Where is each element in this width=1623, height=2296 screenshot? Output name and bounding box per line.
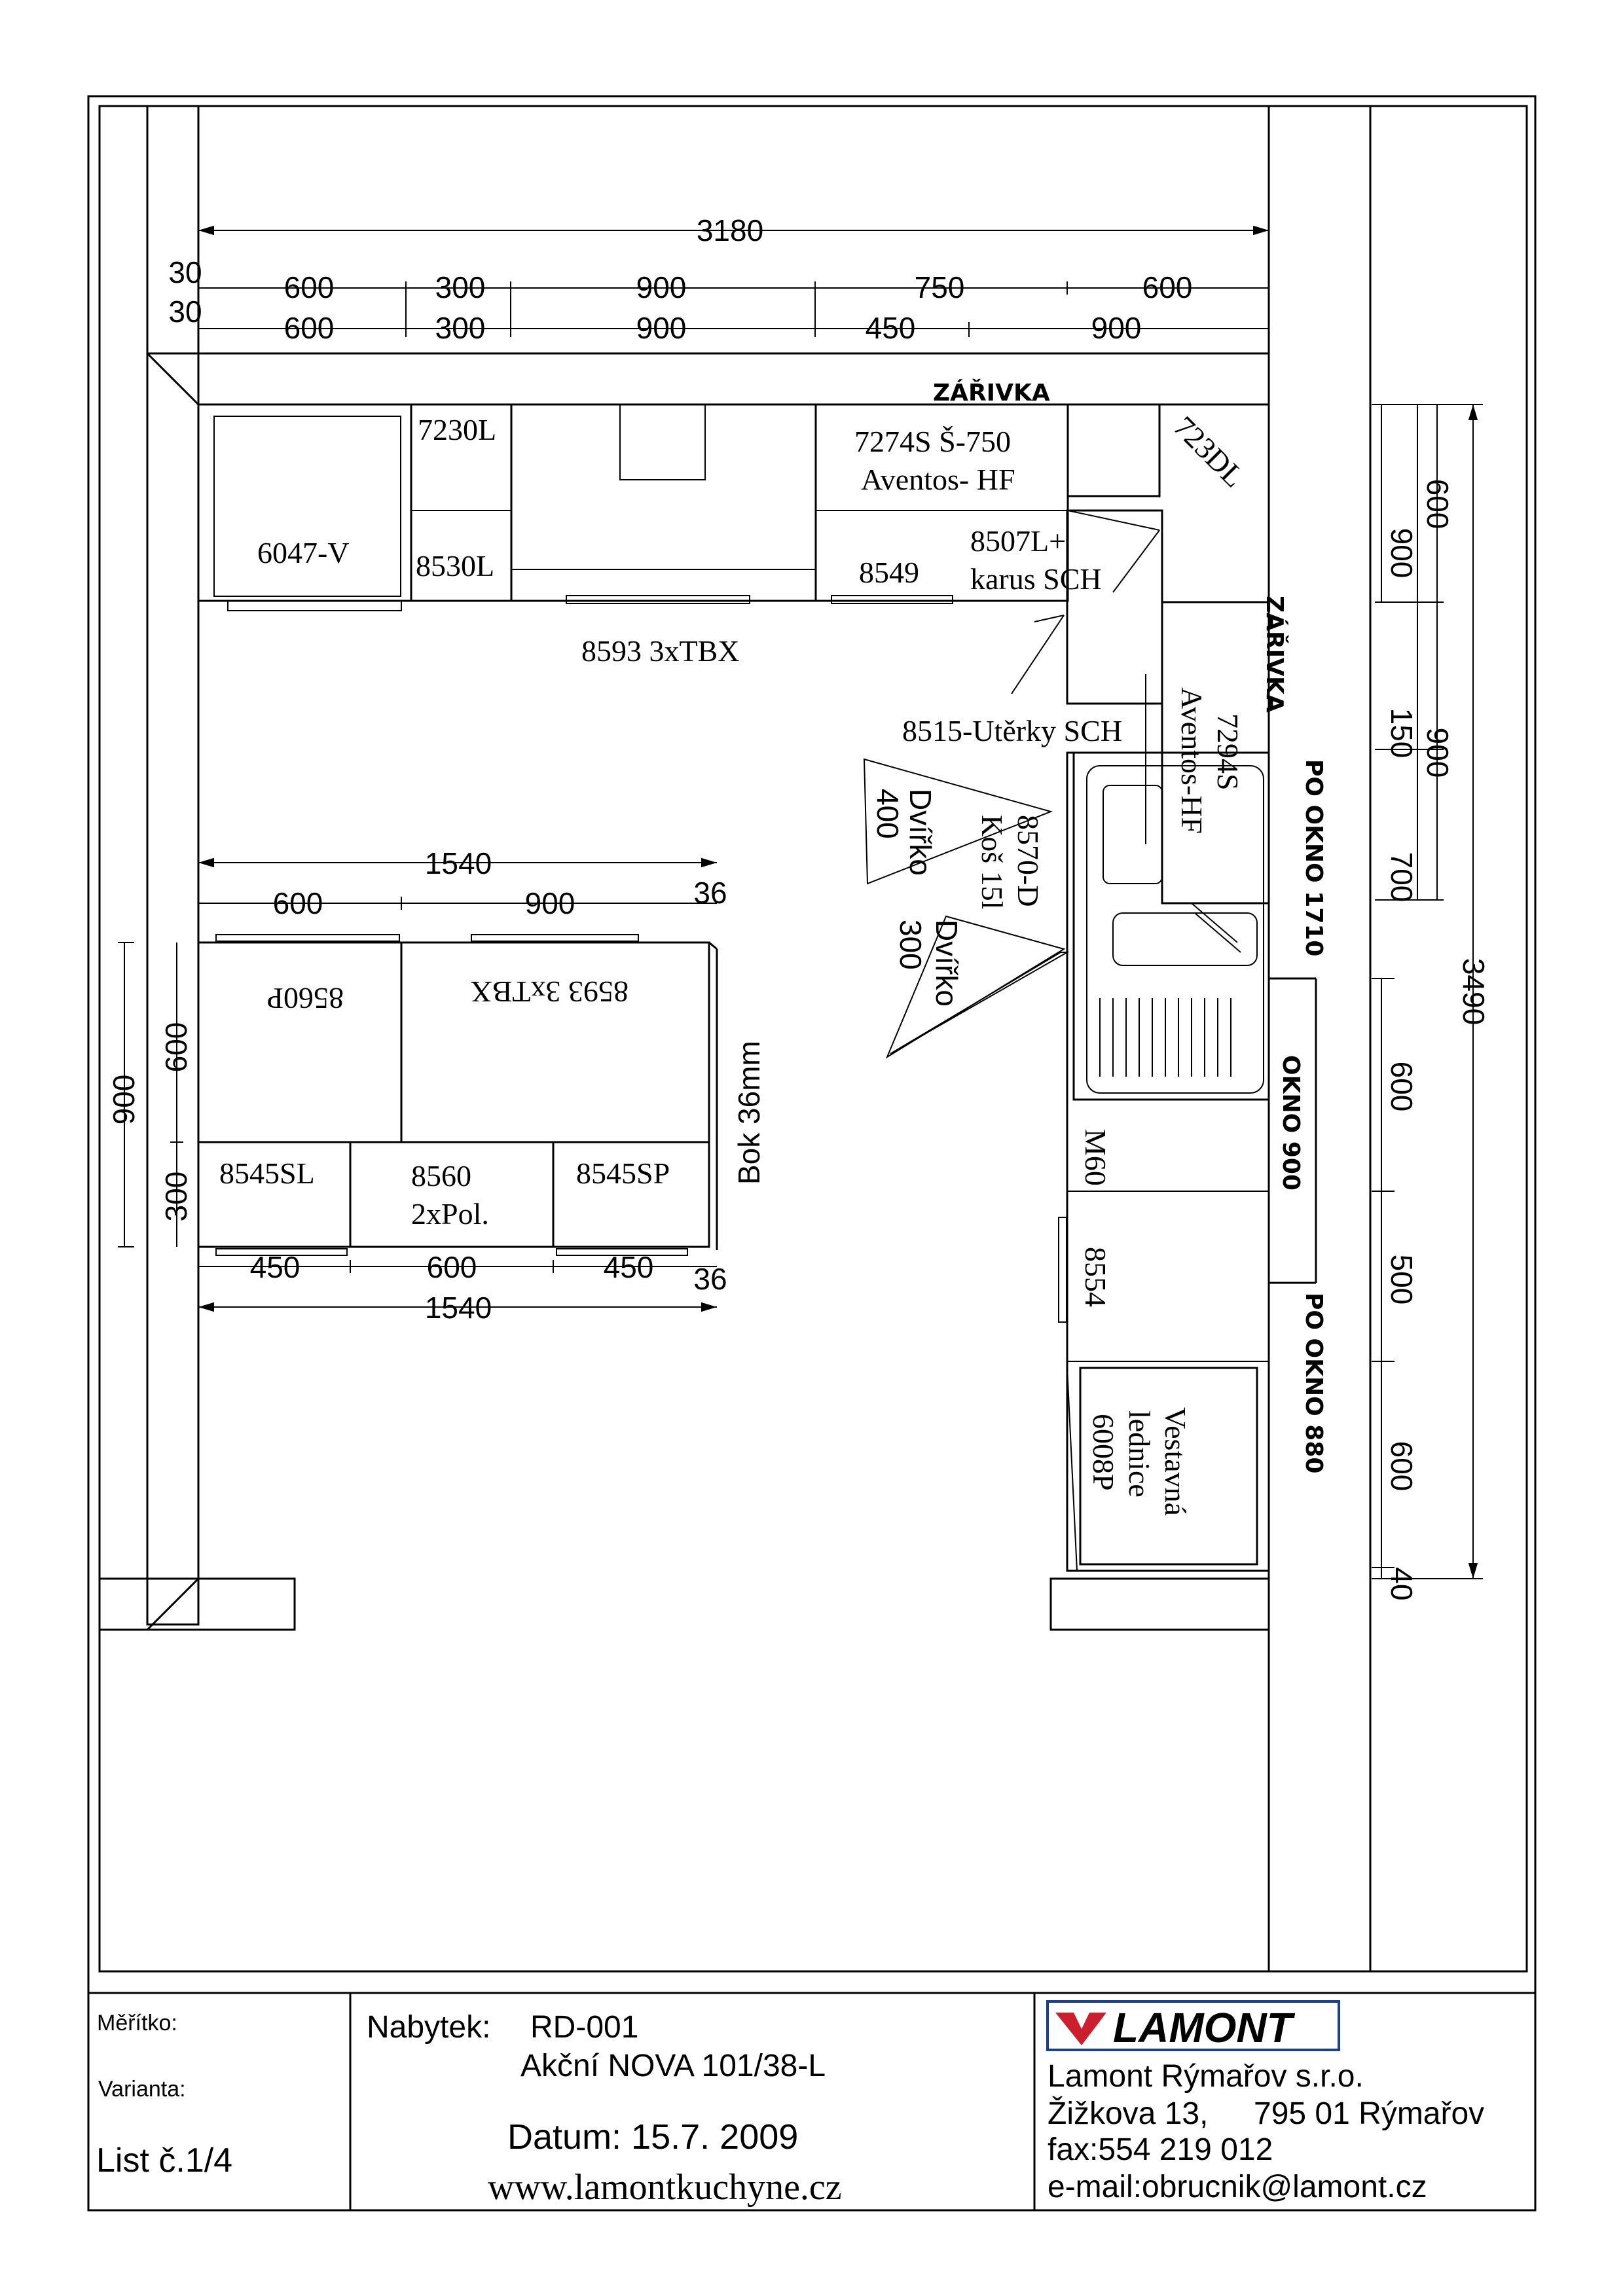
dim-row1-1: 300	[435, 270, 486, 304]
dim-island-bottom-b: 600	[426, 1250, 477, 1284]
label-8530: 8530L	[416, 549, 495, 583]
label-8549: 8549	[859, 556, 919, 589]
label-d300: 300	[894, 920, 928, 970]
dim-overall: 3180	[696, 213, 764, 247]
dim-island-bottom-a: 450	[249, 1250, 301, 1284]
label-8560p: 8560P	[266, 982, 344, 1015]
title-akcni: Akční NOVA 101/38-L	[520, 2049, 826, 2083]
label-723dl: 723DL	[1167, 410, 1252, 494]
title-nabytek-label: Nabytek:	[367, 2010, 491, 2045]
title-fax: fax:554 219 012	[1048, 2132, 1273, 2167]
label-zarivka-right: ZÁŘIVKA	[1261, 596, 1288, 713]
dim-island-left-a: 600	[159, 1022, 193, 1073]
label-7294: 7294S	[1211, 713, 1245, 791]
label-8593-top: 8593 3xTBX	[581, 634, 740, 668]
label-8554: 8554	[1079, 1247, 1112, 1307]
dim-right-c: 150	[1385, 708, 1419, 759]
label-8570: 8570-D	[1012, 815, 1045, 907]
inner-frame	[100, 106, 1527, 1971]
label-fridge-3: 6008P	[1087, 1414, 1120, 1491]
dim-row2-3: 450	[865, 311, 916, 345]
dim-island-top-b: 900	[524, 886, 575, 920]
dim-island-bottom-side: 36	[693, 1262, 727, 1296]
dim-island-top-total: 1540	[424, 846, 492, 880]
label-8515: 8515-Utěrky SCH	[902, 714, 1123, 747]
dim-right-i: 600	[1385, 1441, 1419, 1492]
dim-right-h: 500	[1385, 1254, 1419, 1305]
label-6047: 6047-V	[257, 536, 350, 569]
label-8593-island: 8593 3xTBX	[470, 975, 629, 1009]
title-web: www.lamontkuchyne.cz	[488, 2167, 842, 2208]
label-kos: Koš 15l	[976, 815, 1009, 910]
dim-island-left-b: 300	[159, 1171, 193, 1222]
title-email: e-mail:obrucnik@lamont.cz	[1048, 2170, 1427, 2204]
label-fridge-2: lednice	[1123, 1410, 1156, 1498]
title-list: List č.1/4	[96, 2142, 233, 2179]
label-okno-880: PO OKNO 880	[1300, 1293, 1327, 1474]
dim-row2-1: 300	[435, 311, 486, 345]
title-city: 795 01 Rýmařov	[1254, 2096, 1485, 2131]
dim-row2-0: 600	[283, 311, 335, 345]
dim-right-d: 900	[1421, 727, 1455, 778]
dim-island-top-side: 36	[693, 876, 727, 910]
label-7230: 7230L	[418, 413, 497, 446]
dim-left-gap-a: 30	[168, 255, 202, 289]
label-dvirko-1: Dvířko	[903, 789, 938, 876]
label-7274: 7274S Š-750	[854, 425, 1011, 458]
lamont-logo	[1048, 2001, 1339, 2051]
label-okno-1710: PO OKNO 1710	[1300, 759, 1327, 957]
dim-island-top-a: 600	[272, 886, 323, 920]
label-aventos-2: Aventos-HF	[1175, 687, 1209, 834]
sink-drainer-ribs	[1100, 998, 1231, 1077]
title-company: Lamont Rýmařov s.r.o.	[1048, 2059, 1364, 2094]
dim-row2-4: 900	[1091, 311, 1142, 345]
dim-right-g: 600	[1385, 1061, 1419, 1112]
dim-island-bottom-total: 1540	[424, 1291, 492, 1325]
label-dvirko-2: Dvířko	[930, 920, 964, 1007]
dim-island-bottom-c: 450	[603, 1250, 654, 1284]
label-d400: 400	[871, 789, 905, 839]
label-karus: karus SCH	[970, 562, 1102, 596]
dim-row2-2: 900	[636, 311, 687, 345]
dim-right-f: 3490	[1457, 958, 1491, 1026]
dim-right-b: 900	[1385, 528, 1419, 579]
label-m60: M60	[1079, 1129, 1112, 1186]
title-street: Žižkova 13,	[1048, 2096, 1209, 2131]
label-8545sl: 8545SL	[219, 1157, 315, 1190]
title-nabytek-value: RD-001	[530, 2010, 639, 2045]
dim-row1-0: 600	[283, 270, 335, 304]
title-meritko: Měřítko:	[97, 2011, 177, 2036]
dim-left-gap-b: 30	[168, 295, 202, 329]
dim-row1-4: 600	[1142, 270, 1193, 304]
label-fridge-1: Vestavná	[1159, 1407, 1192, 1516]
label-8545sp: 8545SP	[576, 1157, 670, 1190]
label-zarivka-top: ZÁŘIVKA	[933, 380, 1050, 406]
label-aventos-1: Aventos- HF	[861, 463, 1015, 496]
island-dimensions	[118, 863, 717, 1307]
label-okno-900: OKNO 900	[1277, 1055, 1304, 1191]
dim-row1-3: 750	[914, 270, 965, 304]
dim-right-a: 600	[1421, 478, 1455, 529]
dim-row1-2: 900	[636, 270, 687, 304]
label-8507: 8507L+	[970, 524, 1067, 558]
logo-text: LAMONT	[1113, 2004, 1292, 2051]
title-varianta: Varianta:	[98, 2077, 186, 2102]
label-8560: 8560	[411, 1159, 471, 1193]
title-block	[96, 2001, 1484, 2208]
label-pol: 2xPol.	[411, 1197, 489, 1230]
outer-frame	[88, 96, 1535, 2210]
walls	[100, 106, 1370, 1971]
title-datum: Datum: 15.7. 2009	[507, 2117, 799, 2157]
dim-right-j: 40	[1385, 1567, 1419, 1601]
label-bok: Bok 36mm	[732, 1041, 766, 1185]
dim-right-e: 700	[1385, 852, 1419, 903]
dim-island-left-total: 900	[107, 1074, 141, 1125]
